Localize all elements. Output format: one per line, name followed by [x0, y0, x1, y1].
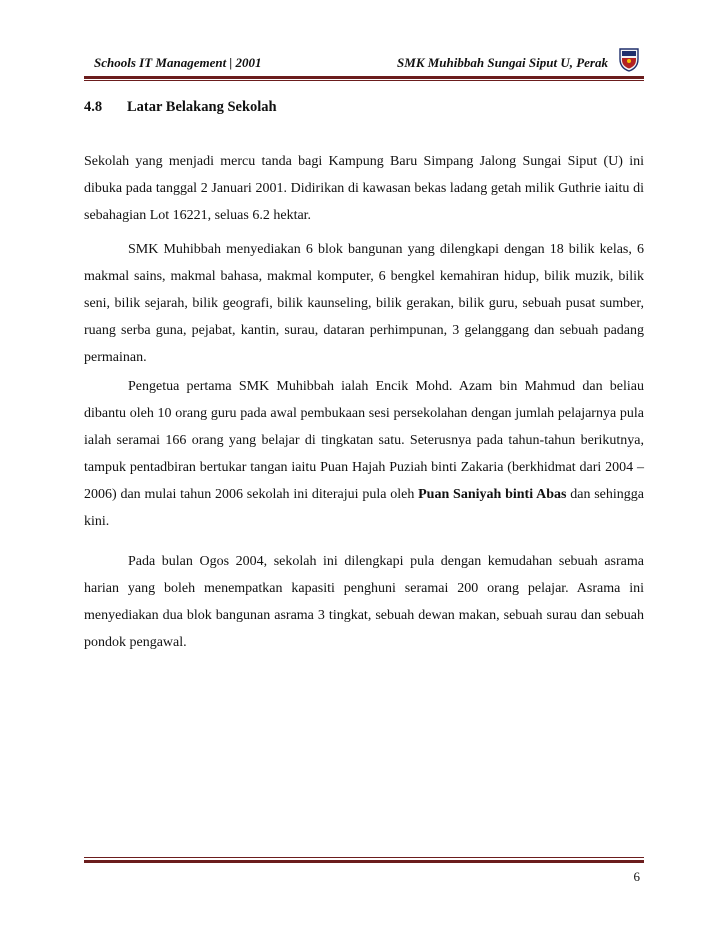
- section-number: 4.8: [84, 99, 103, 115]
- header-right-text: SMK Muhibbah Sungai Siput U, Perak: [397, 55, 608, 70]
- page-header: [84, 50, 644, 76]
- footer-rule: [84, 860, 644, 863]
- footer-rule-thin: [84, 857, 644, 858]
- school-crest-icon: [618, 46, 640, 72]
- paragraph-3-end: dan sehingga kini.: [84, 487, 645, 529]
- section-title: Latar Belakang Sekolah: [127, 99, 277, 115]
- paragraph-3-text: Pengetua pertama SMK Muhibbah ialah Encik Mohd. Azam bin Mahmud dan beliau dibantu oleh 10 orang guru pada awal pembukaan sesi persekolahan dengan jumlah pelajarnya pula ialah seramai 166 orang yang belajar di tingkatan satu. Seterusnya pada tahun-tahun berikutnya, tampuk pentadbiran bertukar tangan iaitu Puan Hajah Puziah binti Zakaria (berkhidmat dari 2004 – 2006) dan mulai tahun 2006 sekolah ini diterajui pula oleh: [84, 379, 644, 502]
- paragraph-1: Sekolah yang menjadi mercu tanda bagi Kampung Baru Simpang Jalong Sungai Siput (U) ini dibuka pada tanggal 2 Januari 2001. Didirikan di kawasan bekas ladang getah milik Guthrie iaitu di sebahagian Lot 16221, seluas 6.2 hektar.: [84, 154, 644, 223]
- header-rule-thin: [84, 80, 644, 81]
- paragraph-2: SMK Muhibbah menyediakan 6 blok bangunan yang dilengkapi dengan 18 bilik kelas, 6 makmal sains, makmal bahasa, makmal komputer, 6 bengkel kemahiran hidup, bilik muzik, bilik seni, bilik sejarah, bilik geografi, bilik kaunseling, bilik gerakan, bilik guru, sebuah pusat sumber, ruang serba guna, pejabat, kantin, surau, dataran perhimpunan, 3 gelanggang dan sebuah padang permainan.: [84, 242, 644, 365]
- header-left-text: Schools IT Management | 2001: [94, 55, 262, 70]
- header-rule: [84, 76, 644, 79]
- paragraph-3: [84, 373, 644, 535]
- section-heading: [84, 99, 277, 116]
- page-number: 6: [633, 869, 640, 884]
- principal-name: Puan Saniyah binti Abas: [418, 487, 567, 502]
- paragraph-4: Pada bulan Ogos 2004, sekolah ini dilengkapi pula dengan kemudahan sebuah asrama harian yang boleh menempatkan kapasiti penghuni seramai 200 orang pelajar. Asrama ini menyediakan dua blok bangunan asrama 3 tingkat, sebuah dewan makan, sebuah surau dan sebuah pondok pengawal.: [84, 554, 644, 650]
